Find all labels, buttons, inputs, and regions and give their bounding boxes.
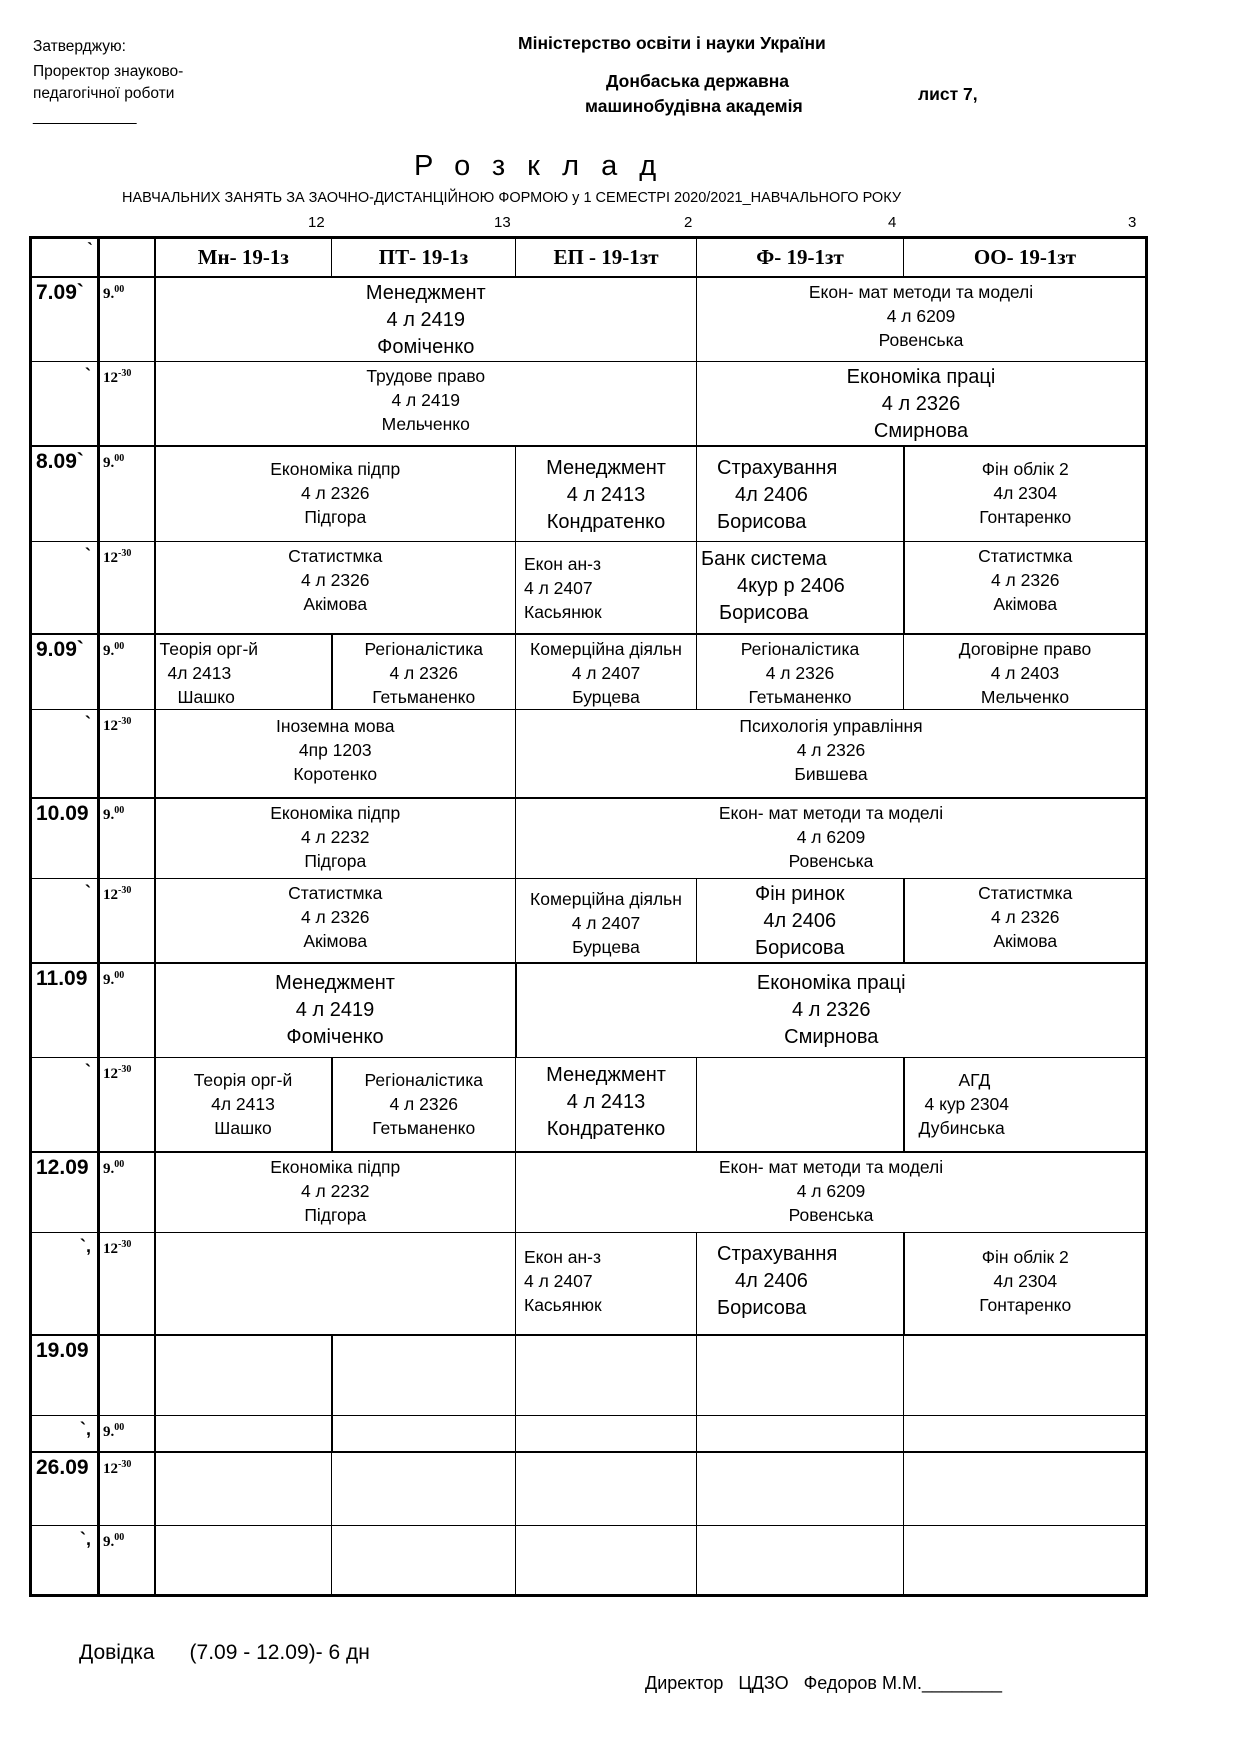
room: 4 л 2407 bbox=[524, 578, 593, 598]
time-minutes: 00 bbox=[114, 1159, 125, 1170]
subject: Страхування bbox=[717, 1242, 838, 1265]
time-slot bbox=[99, 446, 155, 542]
time-slot bbox=[99, 361, 155, 446]
subject: Трудове право bbox=[366, 365, 486, 386]
tick-mark: ` bbox=[85, 882, 91, 902]
time-slot bbox=[99, 879, 155, 964]
time-slot bbox=[99, 1525, 155, 1595]
tick-mark: `, bbox=[80, 1528, 91, 1549]
time-minutes: 00 bbox=[114, 452, 125, 464]
time-hour: 12 bbox=[103, 369, 118, 386]
time-minutes: -30 bbox=[118, 367, 132, 379]
empty-cell bbox=[697, 1335, 904, 1415]
day-date: 11.09 bbox=[31, 963, 99, 1057]
teacher: Гетьманенко bbox=[748, 686, 852, 707]
empty-cell bbox=[332, 1415, 516, 1452]
lesson-cell bbox=[904, 879, 1147, 964]
room: 4 л 2326 bbox=[300, 570, 370, 590]
lesson-cell bbox=[904, 446, 1147, 542]
room: 4л 2304 bbox=[993, 482, 1058, 503]
lesson-cell bbox=[155, 446, 516, 542]
subject: Екон- мат методи та моделі bbox=[718, 1157, 944, 1177]
table-row bbox=[31, 879, 1147, 964]
empty-cell bbox=[516, 1335, 697, 1415]
room: 4 л 2326 bbox=[990, 907, 1060, 927]
subject: Екон ан-з bbox=[524, 1246, 602, 1267]
empty-cell bbox=[155, 1452, 332, 1525]
ministry-name: Міністерство освіти і науки України bbox=[518, 33, 826, 53]
room: 4 л 2407 bbox=[571, 662, 641, 683]
lesson-cell bbox=[516, 963, 1147, 1057]
teacher: Акімова bbox=[303, 594, 368, 614]
day-date: 10.09 bbox=[31, 798, 99, 879]
room: 4 л 2326 bbox=[792, 999, 871, 1021]
lesson-cell bbox=[332, 634, 516, 710]
approval-line-1: Затверджую: bbox=[33, 38, 126, 55]
room: 4 кур 2304 bbox=[924, 1093, 1010, 1114]
table-row bbox=[31, 1057, 1147, 1152]
lesson-cell bbox=[904, 1057, 1147, 1152]
table-row bbox=[31, 277, 1147, 362]
empty-cell bbox=[697, 1415, 904, 1452]
room: 4 л 2413 bbox=[566, 1090, 646, 1113]
room: 4 л 2419 bbox=[391, 389, 461, 410]
lesson-cell bbox=[155, 879, 516, 964]
lesson-cell bbox=[516, 1232, 697, 1335]
lesson-cell bbox=[904, 542, 1147, 634]
teacher: Ровенська bbox=[878, 329, 964, 350]
tick-mark: ` bbox=[85, 545, 91, 565]
empty-cell bbox=[697, 1057, 904, 1152]
time-slot bbox=[99, 798, 155, 879]
room: 4л 2413 bbox=[167, 662, 232, 683]
teacher: Акімова bbox=[993, 931, 1058, 951]
group-header-oo: ОО- 19-1зт bbox=[904, 238, 1147, 277]
subject: Економіка підпр bbox=[270, 458, 401, 479]
lesson-cell bbox=[516, 710, 1147, 798]
group-count-f: 4 bbox=[888, 214, 897, 231]
group-count-oo: 3 bbox=[1128, 214, 1137, 231]
teacher: Гонтаренко bbox=[979, 1294, 1072, 1315]
lesson-cell bbox=[697, 1232, 904, 1335]
room: 4пр 1203 bbox=[298, 740, 372, 760]
subject: Економіка праці bbox=[846, 365, 996, 388]
day-date: 8.09` bbox=[31, 446, 99, 542]
time-minutes: -30 bbox=[118, 716, 132, 727]
room: 4л 2406 bbox=[763, 910, 837, 932]
teacher: Дубинська bbox=[918, 1117, 1005, 1138]
room: 4 л 2326 bbox=[300, 907, 370, 927]
lesson-cell bbox=[155, 798, 516, 879]
subject: Статистмка bbox=[288, 546, 383, 566]
teacher: Смирнова bbox=[873, 419, 969, 442]
time-slot bbox=[99, 542, 155, 634]
room: 4 л 2326 bbox=[881, 392, 961, 415]
lesson-cell bbox=[516, 798, 1147, 879]
room: 4 л 2407 bbox=[571, 913, 641, 933]
empty-cell bbox=[332, 1525, 516, 1595]
subject: Договірне право bbox=[958, 638, 1092, 659]
day-date bbox=[31, 1525, 99, 1595]
teacher: Бурцева bbox=[572, 686, 640, 707]
time-hour: 9. bbox=[103, 642, 115, 659]
lesson-cell bbox=[516, 879, 697, 964]
subject: Страхування bbox=[717, 456, 838, 479]
empty-cell bbox=[904, 1452, 1147, 1525]
subject: Менеджмент bbox=[275, 972, 395, 994]
teacher: Коротенко bbox=[293, 764, 378, 784]
room: 4 л 2403 bbox=[990, 662, 1060, 683]
group-header-ep: ЕП - 19-1зт bbox=[516, 238, 697, 277]
time-minutes: 00 bbox=[114, 804, 125, 816]
table-row bbox=[31, 798, 1147, 879]
time-hour: 9. bbox=[103, 1533, 115, 1550]
academy-name-2: машинобудівна академія bbox=[585, 96, 803, 116]
table-row bbox=[31, 634, 1147, 710]
teacher: Касьянюк bbox=[524, 602, 602, 622]
lesson-cell bbox=[697, 634, 904, 710]
teacher: Борисова bbox=[717, 1296, 807, 1319]
subject: Психологія управління bbox=[739, 716, 923, 736]
time-hour: 12 bbox=[103, 1461, 118, 1477]
time-slot bbox=[99, 1335, 155, 1415]
teacher: Ровенська bbox=[788, 1205, 874, 1225]
room: 4л 2413 bbox=[211, 1093, 275, 1114]
page-subtitle: НАВЧАЛЬНИХ ЗАНЯТЬ ЗА ЗАОЧНО-ДИСТАНЦІЙНОЮ ФОРМОЮ у 1 СЕМЕСТРІ 2020/2021_НАВЧАЛЬНОГО РОКУ bbox=[122, 190, 902, 206]
teacher: Гетьманенко bbox=[372, 686, 476, 707]
empty-cell bbox=[516, 1415, 697, 1452]
lesson-cell bbox=[516, 1057, 697, 1152]
table-row bbox=[31, 1152, 1147, 1232]
teacher: Мельченко bbox=[381, 413, 470, 434]
empty-cell bbox=[155, 1415, 332, 1452]
approval-signature-line: ____________ bbox=[33, 108, 137, 125]
empty-cell bbox=[155, 1335, 332, 1415]
lesson-cell bbox=[155, 542, 516, 634]
time-hour: 9. bbox=[103, 806, 115, 823]
empty-cell bbox=[697, 1452, 904, 1525]
teacher: Підгора bbox=[304, 1205, 367, 1225]
room: 4 л 2419 bbox=[386, 308, 465, 331]
day-date bbox=[31, 879, 99, 964]
time-slot bbox=[99, 963, 155, 1057]
room: 4 л 6209 bbox=[796, 826, 866, 847]
subject: Фін облік 2 bbox=[981, 458, 1069, 479]
time-hour: 9. bbox=[103, 454, 115, 471]
subject: Менеджмент bbox=[365, 281, 486, 304]
teacher: Підгора bbox=[304, 850, 367, 871]
room: 4л 2304 bbox=[993, 1270, 1058, 1291]
room: 4 л 2326 bbox=[796, 740, 866, 760]
lesson-cell bbox=[155, 710, 516, 798]
table-row bbox=[31, 1335, 1147, 1415]
table-row bbox=[31, 1525, 1147, 1595]
page-title: Розклад bbox=[414, 150, 679, 182]
director-signature: Директор ЦДЗО Федоров М.М.________ bbox=[645, 1673, 1003, 1693]
subject: АГД bbox=[958, 1069, 991, 1090]
subject: Статистмка bbox=[288, 883, 383, 903]
time-hour: 9. bbox=[103, 972, 115, 988]
teacher: Шашко bbox=[214, 1117, 272, 1138]
empty-cell bbox=[155, 1525, 332, 1595]
lesson-cell bbox=[516, 542, 697, 634]
subject: Регіоналістика bbox=[740, 638, 860, 659]
subject: Теорія орг-й bbox=[159, 638, 259, 659]
lesson-cell bbox=[155, 361, 697, 446]
room: 4 л 2419 bbox=[295, 999, 375, 1021]
time-hour: 12 bbox=[103, 1065, 118, 1082]
group-count-mn: 12 bbox=[308, 214, 325, 231]
room: 4 л 2232 bbox=[300, 826, 370, 847]
room: 4кур р 2406 bbox=[737, 575, 845, 597]
day-date: 19.09 bbox=[31, 1335, 99, 1415]
room: 4 л 2326 bbox=[389, 1093, 459, 1114]
time-slot bbox=[99, 1057, 155, 1152]
empty-cell bbox=[516, 1525, 697, 1595]
lesson-cell bbox=[516, 1152, 1147, 1232]
empty-cell bbox=[516, 1452, 697, 1525]
tick-mark: ` bbox=[85, 364, 91, 385]
lesson-cell bbox=[516, 446, 697, 542]
empty-cell bbox=[332, 1335, 516, 1415]
table-row bbox=[31, 542, 1147, 634]
room: 4 л 2407 bbox=[524, 1270, 593, 1291]
time-minutes: 00 bbox=[114, 970, 125, 981]
time-minutes: 00 bbox=[114, 283, 125, 295]
lesson-cell bbox=[155, 963, 516, 1057]
day-date: 26.09 bbox=[31, 1452, 99, 1525]
lesson-cell bbox=[155, 634, 332, 710]
day-date: 12.09 bbox=[31, 1152, 99, 1232]
teacher: Бурцева bbox=[572, 937, 640, 957]
lesson-cell bbox=[697, 277, 1147, 362]
empty-cell bbox=[155, 1232, 516, 1335]
teacher: Ровенська bbox=[788, 850, 874, 871]
subject: Комерційна діяльн bbox=[530, 638, 682, 659]
time-minutes: -30 bbox=[118, 1063, 132, 1075]
time-hour: 12 bbox=[103, 1240, 118, 1257]
lesson-cell bbox=[697, 879, 904, 964]
subject: Статистмка bbox=[978, 883, 1073, 903]
day-date: 7.09` bbox=[31, 277, 99, 362]
teacher: Акімова bbox=[993, 594, 1058, 614]
room: 4 л 6209 bbox=[886, 305, 956, 326]
tick-mark: `, bbox=[80, 1235, 91, 1256]
header-time bbox=[99, 238, 155, 277]
subject: Іноземна мова bbox=[275, 716, 395, 736]
subject: Теорія орг-й bbox=[193, 1069, 293, 1090]
teacher: Смирнова bbox=[784, 1026, 879, 1048]
time-slot bbox=[99, 277, 155, 362]
subject: Екон- мат методи та моделі bbox=[808, 281, 1034, 302]
time-minutes: 00 bbox=[114, 640, 125, 652]
subject: Статистмка bbox=[978, 546, 1073, 566]
teacher: Підгора bbox=[304, 506, 367, 527]
time-slot bbox=[99, 1452, 155, 1525]
teacher: Фоміченко bbox=[377, 335, 475, 358]
day-date bbox=[31, 1057, 99, 1152]
lesson-cell bbox=[155, 1152, 516, 1232]
time-minutes: -30 bbox=[118, 1459, 132, 1470]
room: 4л 2406 bbox=[735, 1269, 808, 1292]
time-hour: 9. bbox=[103, 1423, 115, 1440]
day-date: 9.09` bbox=[31, 634, 99, 710]
approval-line-2: Проректор знауково- bbox=[33, 63, 184, 80]
table-header-row bbox=[31, 238, 1147, 277]
lesson-cell bbox=[155, 1057, 332, 1152]
teacher: Акімова bbox=[303, 931, 368, 951]
teacher: Мельченко bbox=[980, 686, 1070, 707]
subject: Фін ринок bbox=[755, 883, 845, 905]
tick-mark: `, bbox=[80, 1418, 91, 1439]
sheet-number: лист 7, bbox=[918, 84, 978, 104]
subject: Екон ан-з bbox=[524, 554, 602, 574]
lesson-cell bbox=[697, 361, 1147, 446]
time-hour: 12 bbox=[103, 550, 118, 566]
time-slot bbox=[99, 1415, 155, 1452]
lesson-cell bbox=[516, 634, 697, 710]
lesson-cell bbox=[155, 277, 697, 362]
group-count-pt: 13 bbox=[494, 214, 511, 231]
teacher: Касьянюк bbox=[524, 1294, 602, 1315]
day-date bbox=[31, 1232, 99, 1335]
time-minutes: 00 bbox=[114, 1531, 125, 1543]
tick-mark: ` bbox=[85, 713, 91, 733]
teacher: Борисова bbox=[717, 510, 807, 533]
day-date bbox=[31, 710, 99, 798]
lesson-cell bbox=[697, 446, 904, 542]
table-row bbox=[31, 963, 1147, 1057]
subject: Екон- мат методи та моделі bbox=[718, 802, 944, 823]
teacher: Борисова bbox=[719, 602, 809, 624]
room: 4 л 2232 bbox=[300, 1181, 370, 1201]
room: 4 л 2326 bbox=[300, 482, 370, 503]
header-corner: ` bbox=[31, 238, 99, 277]
approval-line-3: педагогічної роботи bbox=[33, 85, 175, 102]
room: 4 л 6209 bbox=[796, 1181, 866, 1201]
teacher: Бившева bbox=[794, 764, 868, 784]
room: 4 л 2326 bbox=[765, 662, 835, 683]
subject: Менеджмент bbox=[546, 456, 666, 479]
time-minutes: -30 bbox=[118, 548, 132, 559]
table-row bbox=[31, 1232, 1147, 1335]
empty-cell bbox=[697, 1525, 904, 1595]
subject: Фін облік 2 bbox=[981, 1246, 1069, 1267]
subject: Економіка підпр bbox=[270, 1157, 401, 1177]
lesson-cell bbox=[697, 542, 904, 634]
empty-cell bbox=[904, 1335, 1147, 1415]
lesson-cell bbox=[904, 1232, 1147, 1335]
group-count-ep: 2 bbox=[684, 214, 693, 231]
tick-mark: ` bbox=[85, 1060, 91, 1081]
subject: Економіка підпр bbox=[270, 802, 401, 823]
room: 4 л 2326 bbox=[389, 662, 459, 683]
time-slot bbox=[99, 634, 155, 710]
teacher: Гетьманенко bbox=[372, 1117, 476, 1138]
room: 4 л 2326 bbox=[990, 570, 1060, 590]
time-hour: 12 bbox=[103, 887, 118, 903]
teacher: Шашко bbox=[177, 686, 235, 707]
time-slot bbox=[99, 1152, 155, 1232]
subject: Комерційна діяльн bbox=[530, 889, 682, 909]
table-row bbox=[31, 361, 1147, 446]
schedule-table bbox=[29, 236, 1148, 1597]
academy-name-1: Донбаська державна bbox=[606, 71, 790, 91]
teacher: Борисова bbox=[755, 937, 845, 959]
room: 4л 2406 bbox=[735, 483, 808, 506]
empty-cell bbox=[904, 1525, 1147, 1595]
time-hour: 9. bbox=[103, 1161, 115, 1177]
day-date bbox=[31, 542, 99, 634]
table-row bbox=[31, 1452, 1147, 1525]
time-slot bbox=[99, 1232, 155, 1335]
subject: Економіка праці bbox=[756, 972, 906, 994]
footer-note: Довідка (7.09 - 12.09)- 6 дн bbox=[79, 1641, 370, 1664]
empty-cell bbox=[332, 1452, 516, 1525]
time-minutes: -30 bbox=[118, 885, 132, 896]
teacher: Фоміченко bbox=[286, 1026, 384, 1048]
teacher: Гонтаренко bbox=[979, 506, 1072, 527]
table-row bbox=[31, 446, 1147, 542]
empty-cell bbox=[904, 1415, 1147, 1452]
subject: Менеджмент bbox=[546, 1063, 666, 1086]
time-hour: 12 bbox=[103, 718, 118, 734]
table-row bbox=[31, 710, 1147, 798]
group-header-pt: ПТ- 19-1з bbox=[332, 238, 516, 277]
time-slot bbox=[99, 710, 155, 798]
lesson-cell bbox=[904, 634, 1147, 710]
time-hour: 9. bbox=[103, 285, 115, 302]
teacher: Кондратенко bbox=[546, 1117, 666, 1140]
time-minutes: 00 bbox=[114, 1421, 125, 1433]
subject: Регіоналістика bbox=[364, 1069, 483, 1090]
room: 4 л 2413 bbox=[566, 483, 646, 506]
time-minutes: -30 bbox=[118, 1238, 132, 1250]
subject: Банк система bbox=[701, 548, 827, 570]
lesson-cell bbox=[332, 1057, 516, 1152]
teacher: Кондратенко bbox=[546, 510, 666, 533]
subject: Регіоналістика bbox=[364, 638, 483, 659]
group-header-mn: Мн- 19-1з bbox=[155, 238, 332, 277]
day-date bbox=[31, 1415, 99, 1452]
day-date bbox=[31, 361, 99, 446]
group-header-f: Ф- 19-1зт bbox=[697, 238, 904, 277]
table-row bbox=[31, 1415, 1147, 1452]
